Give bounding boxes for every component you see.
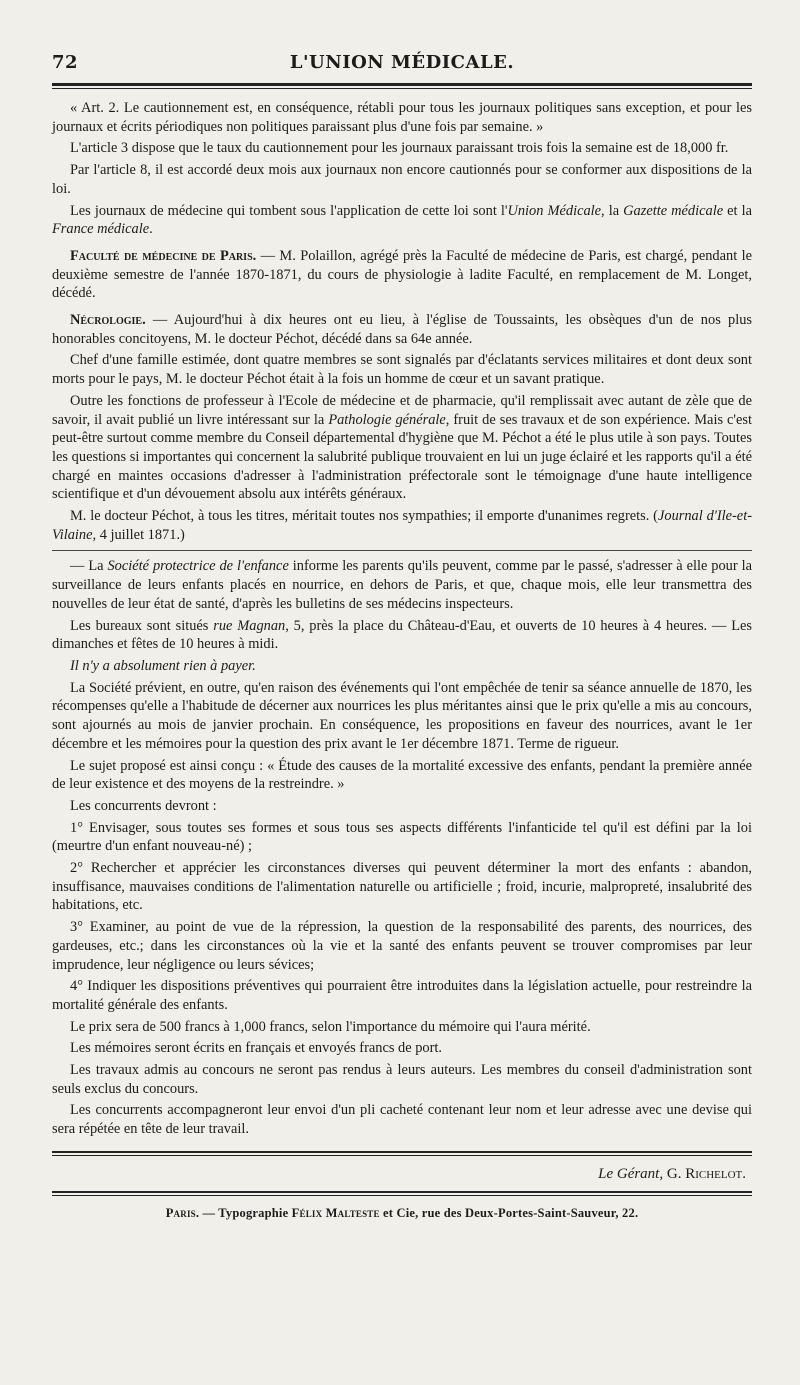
section-divider	[52, 550, 752, 551]
paragraph-competitors: Les concurrents devront :	[70, 797, 217, 814]
street-name: rue Magnan	[213, 617, 286, 634]
text-run: Outre les fonctions de professeur à l'Ecole de médecine et de pharmacie, qu'il remplissait avec autant de zèle que de savoir, il avait publié un livre intéressant sur la	[52, 392, 752, 428]
source-journal: Journal d'Ile-et-Vilaine	[52, 508, 752, 543]
paragraph-necrology	[52, 311, 752, 348]
paragraph-career	[52, 392, 752, 504]
journal-title: L'UNION MÉDICALE.	[289, 52, 515, 73]
society-name: Société protectrice de l'enfance	[107, 558, 289, 575]
article-body	[52, 99, 752, 1139]
text-run: , 4 juillet 1871.)	[92, 526, 185, 543]
paragraph-postponed: La Société prévient, en outre, qu'en raison des événements qui l'ont empêchée de tenir sa séance annuelle de 1870, les récompenses qu'elle a l'habitude de décerner aux nourrices les plus méritantes ainsi que le prix qu'elle a mis au concours, sont ajournés au mois de janvier prochain. En conséquence, les propositions en faveur des nourrices, avant le 1er décembre et les mémoires pour la question des prix avant le 1er décembre 1871. Terme de rigueur.	[52, 679, 752, 752]
paragraph-offices	[52, 617, 752, 654]
signature-role: Le Gérant	[598, 1165, 660, 1182]
imprint-rule-thick	[52, 1191, 752, 1193]
paragraph-item-4: 4° Indiquer les dispositions préventives qui pourraient être introduites dans la législation actuelle, pour restreindre la mortalité générale des enfants.	[52, 978, 752, 1013]
paragraph-sealed: Les concurrents accompagneront leur envoi d'un pli cacheté contenant leur nom et leur adresse avec une devise qui sera répétée en tête de leur travail.	[52, 1102, 752, 1138]
imprint-city: Paris.	[165, 1205, 200, 1220]
header-rule-thick	[52, 83, 752, 86]
paragraph-item-1: 1° Envisager, sous toutes ses formes et sous tous ses aspects différents l'infanticide tel qu'il est défini par la loi (meurtre d'un enfant nouveau-né) ;	[52, 819, 752, 855]
paragraph-regrets	[52, 507, 752, 544]
text-run: et Cie, rue des Deux-Portes-Saint-Sauveur, 22.	[379, 1205, 639, 1220]
union-medicale-title: Union Médicale	[507, 202, 602, 219]
text-run: Les bureaux sont situés	[70, 617, 214, 634]
paragraph-free: Il n'y a absolument rien à payer.	[70, 657, 256, 674]
imprint-rule-thin	[52, 1195, 752, 1196]
signature	[52, 1166, 752, 1183]
paragraph-article3: L'article 3 dispose que le taux du cautionnement pour les journaux paraissant trois fois la semaine est de 18,000 fr.	[70, 140, 729, 157]
paragraph-medical-journals	[52, 202, 752, 239]
paragraph-faculty	[52, 247, 752, 303]
paragraph-prize: Le prix sera de 500 francs à 1,000 francs, selon l'importance du mémoire qui l'aura mérité.	[70, 1018, 591, 1035]
footer-rule-thick	[52, 1151, 752, 1153]
paragraph-article8: Par l'article 8, il est accordé deux mois aux journaux non encore cautionnés pour se conformer aux dispositions de la loi.	[52, 162, 752, 197]
book-title: Pathologie générale	[328, 411, 446, 428]
text-run: informe les parents qu'ils peuvent, comme par le passé, s'adresser à elle pour la surveillance de leurs enfants placés en nourrice, en dehors de Paris, et que, chaque mois, elle leur transmettra des nouvelles de leur état de santé, d'après les bulletins de ses médecins inspecteurs.	[52, 558, 752, 612]
printer-name: Félix Malteste	[291, 1205, 380, 1220]
newspaper-page	[52, 52, 752, 1221]
text-run: .	[149, 221, 153, 238]
necrology-heading: Nécrologie.	[70, 312, 146, 329]
paragraph-language: Les mémoires seront écrits en français et envoyés francs de port.	[70, 1040, 443, 1057]
paragraph-item-2: 2° Rechercher et apprécier les circonstances diverses qui peuvent déterminer la mort des enfants : abandon, insuffisance, mauvaises conditions de l'alimentation naturelle ou artificielle ; froid, incurie, malpropreté, insalubrité des habitations, etc.	[52, 860, 752, 914]
france-medicale-title: France médicale	[52, 221, 150, 238]
text-run: , la	[601, 202, 624, 219]
text-run: et la	[723, 202, 752, 219]
footer-rule-thin	[52, 1155, 752, 1156]
text-run: — Typographie	[199, 1205, 292, 1220]
text-run: M. le docteur Péchot, à tous les titres, méritait toutes nos sympathies; il emporte d'unanimes regrets. (	[70, 508, 658, 525]
faculty-heading: Faculté de médecine de Paris.	[70, 247, 257, 264]
text-run: — M. Polaillon, agrégé près la Faculté de médecine de Paris, est chargé, pendant le deuxième semestre de l'année 1870-1871, du cours de physiologie à ladite Faculté, en remplacement de M. Longet, décédé.	[52, 247, 752, 302]
page-number: 72	[52, 52, 79, 73]
text-run: , 5, près la place du Château-d'Eau, et ouverts de 10 heures à 4 heures. — Les dimanches et fêtes de 10 heures à midi.	[52, 617, 752, 653]
printer-imprint	[52, 1206, 752, 1221]
gazette-medicale-title: Gazette médicale	[623, 202, 724, 219]
text-run: — Aujourd'hui à dix heures ont eu lieu, à l'église de Toussaints, les obsèques d'un de nos plus honorables concitoyens, M. le docteur Péchot, décédé dans sa 64e année.	[52, 312, 752, 347]
paragraph-society	[52, 557, 752, 613]
paragraph-not-returned: Les travaux admis au concours ne seront pas rendus à leurs auteurs. Les membres du conseil d'administration sont seuls exclus du concours.	[52, 1062, 752, 1097]
signature-separator: ,	[659, 1165, 667, 1182]
header-rule-thin	[52, 88, 752, 89]
paragraph-item-3: 3° Examiner, au point de vue de la répression, la question de la responsabilité des parents, des nourrices, des gardeuses, etc.; dans les circonstances où la vie et la santé des enfants peuvent se trouver compromises par leur imprudence, leur négligence ou leurs sévices;	[52, 919, 752, 973]
text-run: , fruit de ses travaux et de son expérience. Mais c'est peut-être surtout comme membre du Conseil départemental d'hygiène que M. Péchot a été le plus utile à son pays. Toutes les questions si importantes qui concernent la salubrité publique trouvaient en lui un juge éclairé et les rapports qu'il a été chargé en maintes occasions d'adresser à l'administration préfectorale sont le témoignage d'une haute intelligence scientifique et d'un dévouement absolu aux intérêts généraux.	[52, 411, 752, 503]
paragraph-family: Chef d'une famille estimée, dont quatre membres se sont signalés par d'éclatants services militaires et dont deux sont morts pour le pays, M. le docteur Péchot était à la fois un homme de cœur et un savant pratique.	[52, 352, 752, 388]
paragraph-art2: « Art. 2. Le cautionnement est, en conséquence, rétabli pour tous les journaux politiques sans exception, et pour les journaux et écrits périodiques non politiques paraissant plus d'une fois par semaine. »	[52, 100, 752, 135]
signature-name: G. Richelot.	[666, 1165, 746, 1182]
text-run: — La	[70, 558, 108, 575]
page-header	[52, 52, 752, 79]
paragraph-subject: Le sujet proposé est ainsi conçu : « Étude des causes de la mortalité excessive des enfants, pendant la première année de leur existence et des moyens de la restreindre. »	[52, 757, 752, 793]
text-run: Les journaux de médecine qui tombent sous l'application de cette loi sont l'	[70, 202, 508, 219]
